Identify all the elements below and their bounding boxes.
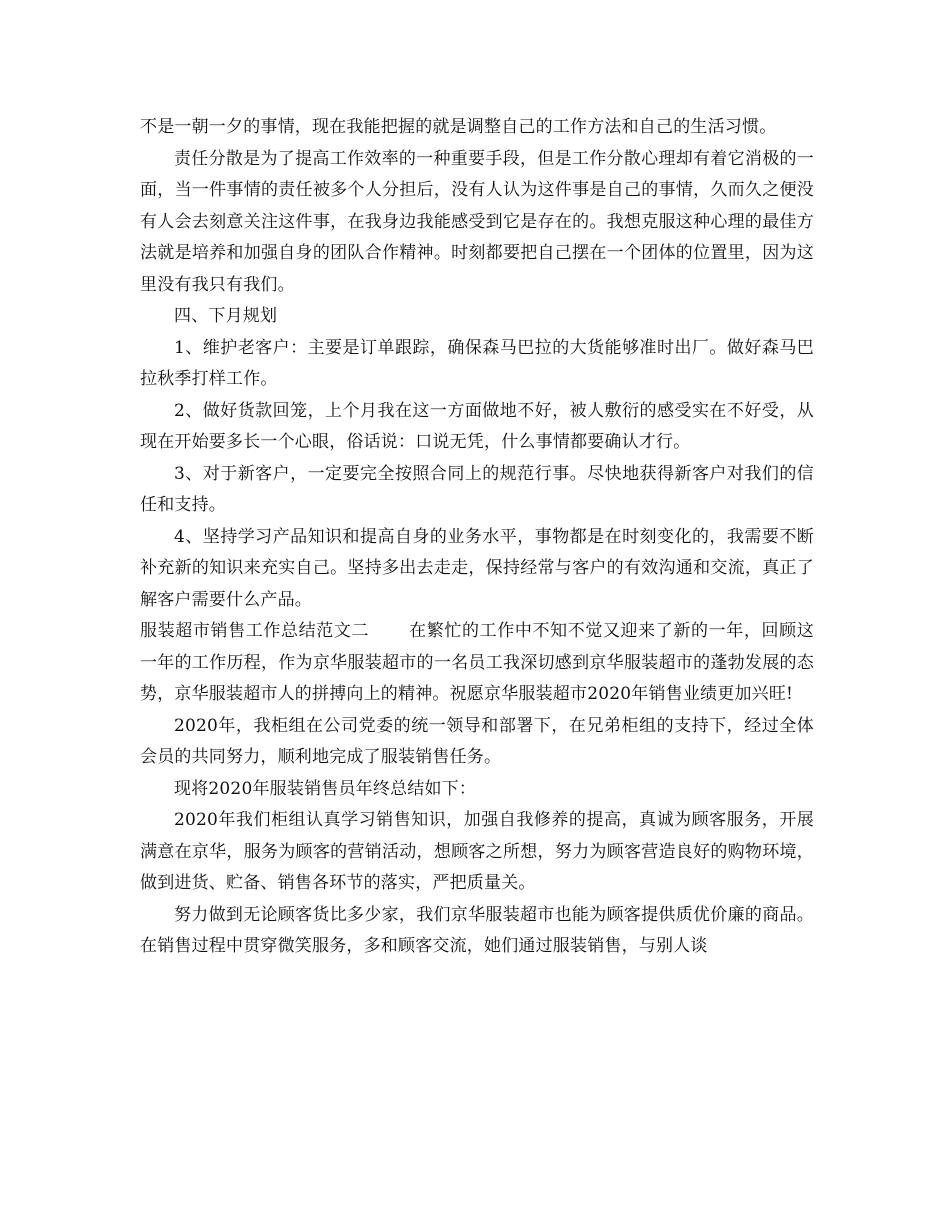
paragraph: 现将2020年服装销售员年终总结如下：: [174, 778, 477, 799]
section-heading: 四、下月规划: [174, 306, 278, 326]
document-body: [140, 112, 814, 963]
paragraph: 努力做到无论顾客货比多少家，我们京华服装超市也能为顾客提供质优价廉的商品。在销售过程中贯穿微笑服务，多和顾客交流，她们通过服装销售，与别人谈: [140, 904, 814, 956]
list-item: 1、维护老客户：主要是订单跟踪，确保森马巴拉的大货能够准时出厂。做好森马巴拉秋季打样工作。: [140, 337, 814, 389]
list-item: 4、坚持学习产品知识和提高自身的业务水平，事物都是在时刻变化的，我需要不断补充新的知识来充实自己。坚持多出去走走，保持经常与客户的有效沟通和交流，真正了解客户需要什么产品。: [140, 526, 814, 610]
section-intro-paragraph: [140, 616, 814, 711]
list-item: 2、做好货款回笼，上个月我在这一方面做地不好，被人敷衍的感受实在不好受，从现在开始要多长一个心眼，俗话说：口说无凭，什么事情都要确认才行。: [140, 400, 814, 452]
list-item: 3、对于新客户，一定要完全按照合同上的规范行事。尽快地获得新客户对我们的信任和支持。: [140, 463, 814, 515]
paragraph: 不是一朝一夕的事情，现在我能把握的就是调整自己的工作方法和自己的生活习惯。: [140, 117, 777, 137]
paragraph: 2020年我们柜组认真学习销售知识，加强自我修养的提高，真诚为顾客服务，开展满意在京华，服务为顾客的营销活动，想顾客之所想，努力为顾客营造良好的购物环境，做到进货、贮备、销售各环节的落实，严把质量关。: [140, 810, 814, 893]
section-title: 服装超市销售工作总结范文二: [140, 621, 370, 641]
paragraph: 2020年，我柜组在公司党委的统一领导和部署下，在兄弟柜组的支持下，经过全体会员的共同努力，顺利地完成了服装销售任务。: [140, 715, 814, 767]
paragraph: 责任分散是为了提高工作效率的一种重要手段，但是工作分散心理却有着它消极的一面，当一件事情的责任被多个人分担后，没有人认为这件事是自己的事情，久而久之便没有人会去刻意关注这件事，在我身边我能感受到它是存在的。我想克服这种心理的最佳方法就是培养和加强自身的团队合作精神。时刻都要把自己摆在一个团体的位置里，因为这里没有我只有我们。: [140, 148, 814, 295]
section-intro-text: 在繁忙的工作中不知不觉又迎来了新的一年，回顾这一年的工作历程，作为京华服装超市的一名员工我深切感到京华服装超市的蓬勃发展的态势，京华服装超市人的拼搏向上的精神。祝愿京华服装超市2020年销售业绩更加兴旺!: [140, 621, 814, 704]
